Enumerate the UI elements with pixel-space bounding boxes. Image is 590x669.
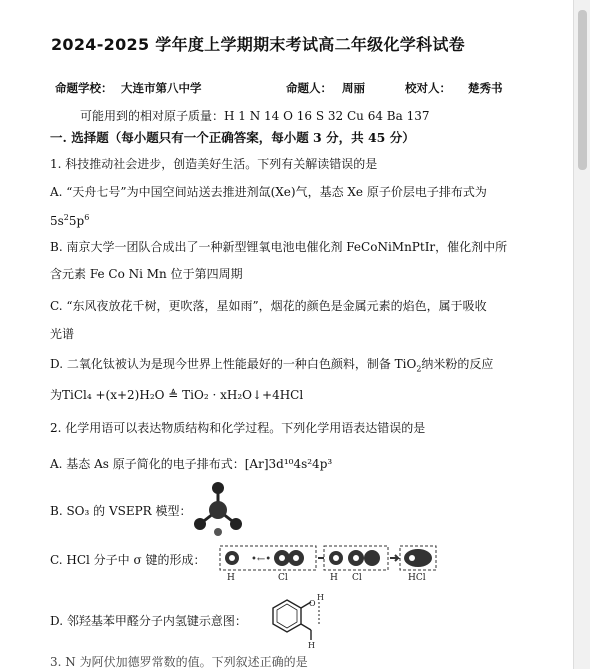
question-1-option-a: A. “天舟七号”为中国空间站送去推进剂氙(Xe)气，基态 Xe 原子价层电子排布式为 [50, 185, 487, 199]
question-3-partial: 3. N 为阿伏加德罗常数的值。下列叙述正确的是 [50, 655, 308, 668]
vertical-scrollbar[interactable] [573, 0, 590, 669]
question-1-option-a-config: $5s^25p^6$ [50, 213, 90, 228]
label-cl-2: Cl [352, 573, 362, 583]
so3-vsepr-model-icon [188, 480, 248, 540]
author-name: 周丽 [342, 81, 365, 95]
label-hcl: HCl [408, 573, 426, 583]
label-cl: Cl [278, 573, 288, 583]
question-1-option-d: D. 二氧化钛被认为是现今世界上性能最好的一种白色颜料，制备 TiO$_2$纳米粉的反应 [50, 357, 494, 374]
question-1-option-b: B. 南京大学一团队合成出了一种新型锂氧电池电催化剂 FeCoNiMnPtIr，催化剂中所 [50, 240, 508, 254]
svg-text:•←•: •←• [251, 554, 272, 565]
school-label: 命题学校： [55, 81, 113, 95]
label-h-2: H [330, 573, 338, 583]
question-2-option-b: B. SO₃ 的 VSEPR 模型： [50, 504, 192, 518]
question-1-option-d-equation: 为TiCl₄ +(x+2)H₂O ≜ TiO₂ · xH₂O↓+4HCl [50, 388, 304, 402]
label-h: H [227, 573, 235, 583]
exam-title: 2024-2025 学年度上学期期末考试高二年级化学科试卷 [51, 35, 465, 54]
question-2-option-d: D. 邻羟基苯甲醛分子内氢键示意图： [50, 614, 247, 628]
question-1-stem: 1. 科技推动社会进步，创造美好生活。下列有关解读错误的是 [50, 157, 378, 171]
section-heading: 一. 选择题（每小题只有一个正确答案，每小题 3 分，共 45 分） [50, 130, 415, 145]
question-2-option-a: A. 基态 As 原子简化的电子排布式：[Ar]3d¹⁰4s²4p³ [50, 457, 333, 471]
school-name: 大连市第八中学 [121, 81, 202, 95]
atomic-masses: 可能用到的相对原子质量：H 1 N 14 O 16 S 32 Cu 64 Ba 137 [80, 109, 430, 123]
salicylaldehyde-hbond-icon [265, 590, 345, 648]
atom-o: O [309, 599, 316, 608]
question-1-option-c-cont: 光谱 [50, 327, 75, 341]
checker-label: 校对人： [405, 81, 451, 95]
question-1-option-c: C. “东风夜放花千树，更吹落，星如雨”，烟花的颜色是金属元素的焰色，属于吸收 [50, 299, 487, 313]
atom-h: H [317, 593, 324, 602]
scrollbar-thumb[interactable] [578, 10, 587, 170]
question-2-option-c: C. HCl 分子中 σ 键的形成： [50, 553, 206, 567]
cutoff-line [0, 652, 574, 668]
question-2-stem: 2. 化学用语可以表达物质结构和化学过程。下列化学用语表达错误的是 [50, 421, 426, 435]
question-1-option-b-cont: 含元素 Fe Co Ni Mn 位于第四周期 [50, 267, 243, 281]
checker-name: 楚秀书 [468, 81, 503, 95]
author-label: 命题人： [286, 81, 332, 95]
atom-h-2: H [308, 641, 315, 648]
hcl-sigma-bond-diagram-icon [218, 542, 438, 584]
